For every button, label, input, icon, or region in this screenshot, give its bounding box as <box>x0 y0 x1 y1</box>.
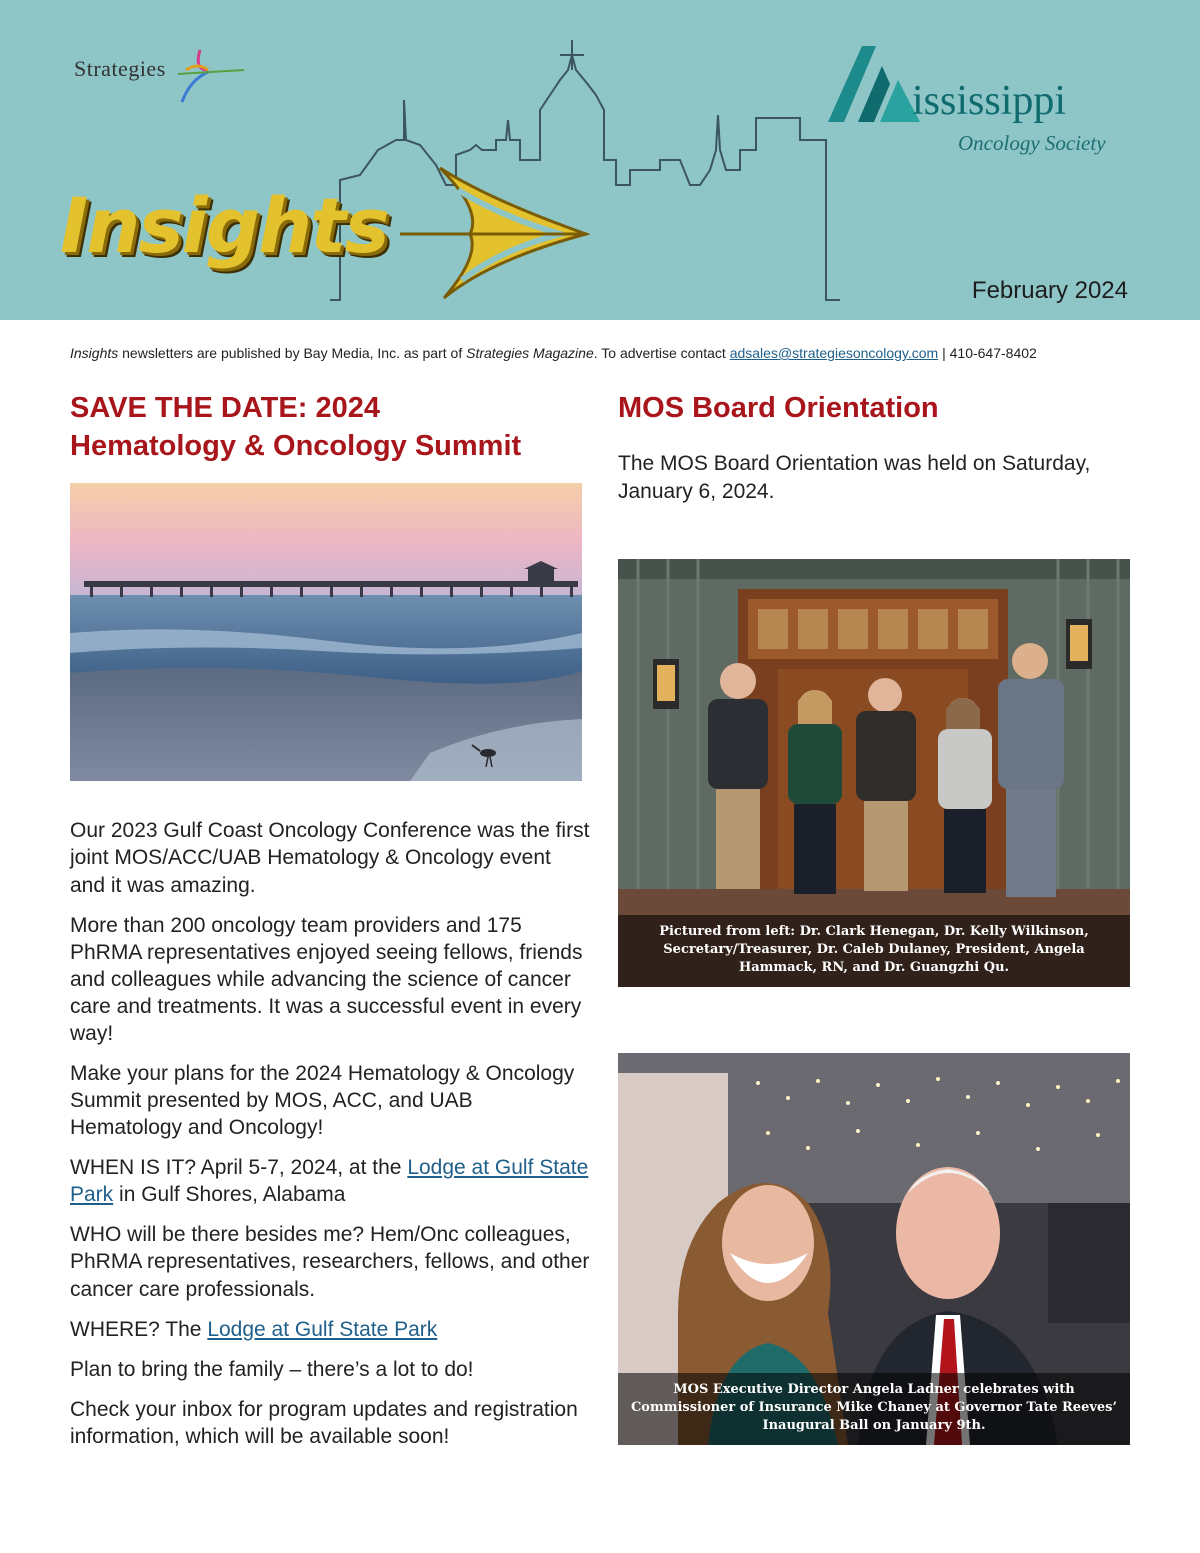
issue-date: February 2024 <box>971 277 1128 304</box>
board-group-photo <box>618 559 1130 987</box>
summit-body <box>70 817 590 1450</box>
society-subtitle: Oncology Society <box>958 131 1106 155</box>
board-orientation-intro: The MOS Board Orientation was held on Saturday, January 6, 2024. <box>618 451 1091 503</box>
summit-when-paragraph: WHEN IS IT? April 5-7, 2024, at the Lodge at Gulf State Park in Gulf Shores, Alabama <box>70 1156 589 1207</box>
insights-logo: Insights <box>60 181 388 270</box>
summit-paragraph: More than 200 oncology team providers and 175 PhRMA representatives enjoyed seeing fellows, friends and colleagues while advancing the science of cancer care and treatments. It was a successful event in every way! <box>70 913 583 1045</box>
strategies-logo: Strategies <box>74 56 166 81</box>
magazine-title: Strategies Magazine <box>466 345 594 361</box>
newsletter-header <box>0 0 1200 320</box>
summit-paragraph: Plan to bring the family – there’s a lot to do! <box>70 1357 474 1381</box>
board-orientation-headline: MOS Board Orientation <box>618 392 939 424</box>
summit-article <box>70 390 590 1463</box>
beach-pier-illustration <box>70 483 582 781</box>
lodge-link-when[interactable]: Lodge at Gulf State Park <box>70 1156 589 1207</box>
publication-title: Insights <box>70 345 119 361</box>
board-photo-caption: Pictured from left: Dr. Clark Henegan, Dr. Kelly Wilkinson, Secretary/Treasurer, Dr. Caleb Dulaney, President, Angela Hammack, RN, and Dr. Guangzhi Qu. <box>618 915 1130 987</box>
ad-sales-email-link[interactable]: adsales@strategiesoncology.com <box>729 345 939 361</box>
summit-paragraph: Our 2023 Gulf Coast Oncology Conference was the first joint MOS/ACC/UAB Hematology & Oncology event and it was amazing. <box>70 819 590 897</box>
ball-photo-caption: MOS Executive Director Angela Ladner celebrates with Commissioner of Insurance Mike Chaney at Governor Tate Reeves’ Inaugural Ball on January 9th. <box>618 1373 1130 1445</box>
inaugural-ball-photo <box>618 1053 1130 1445</box>
publication-info: Insights newsletters are published by Bay Media, Inc. as part of Strategies Magazine. To advertise contact adsales@strategiesoncology.com | 410-647-8402 <box>70 345 1037 361</box>
ad-sales-phone: | 410-647-8402 <box>938 345 1037 361</box>
strategies-arrow-icon <box>168 44 248 108</box>
insights-arrow-icon <box>400 160 590 300</box>
summit-paragraph: Make your plans for the 2024 Hematology & Oncology Summit presented by MOS, ACC, and UAB Hematology and Oncology! <box>70 1062 575 1140</box>
society-name: ississippi <box>912 78 1067 124</box>
summit-headline: SAVE THE DATE: 2024 Hematology & Oncology Summit <box>70 392 522 462</box>
lodge-link-where[interactable]: Lodge at Gulf State Park <box>207 1317 438 1341</box>
board-orientation-article <box>618 390 1130 1434</box>
mississippi-oncology-logo-mark <box>828 42 920 124</box>
summit-paragraph: Check your inbox for program updates and registration information, which will be available soon! <box>70 1397 578 1448</box>
beach-pier-photo <box>70 483 582 781</box>
summit-paragraph: WHO will be there besides me? Hem/Onc colleagues, PhRMA representatives, researchers, fellows, and other cancer care professionals. <box>70 1223 590 1301</box>
summit-where-paragraph: WHERE? The Lodge at Gulf State Park <box>70 1317 438 1341</box>
